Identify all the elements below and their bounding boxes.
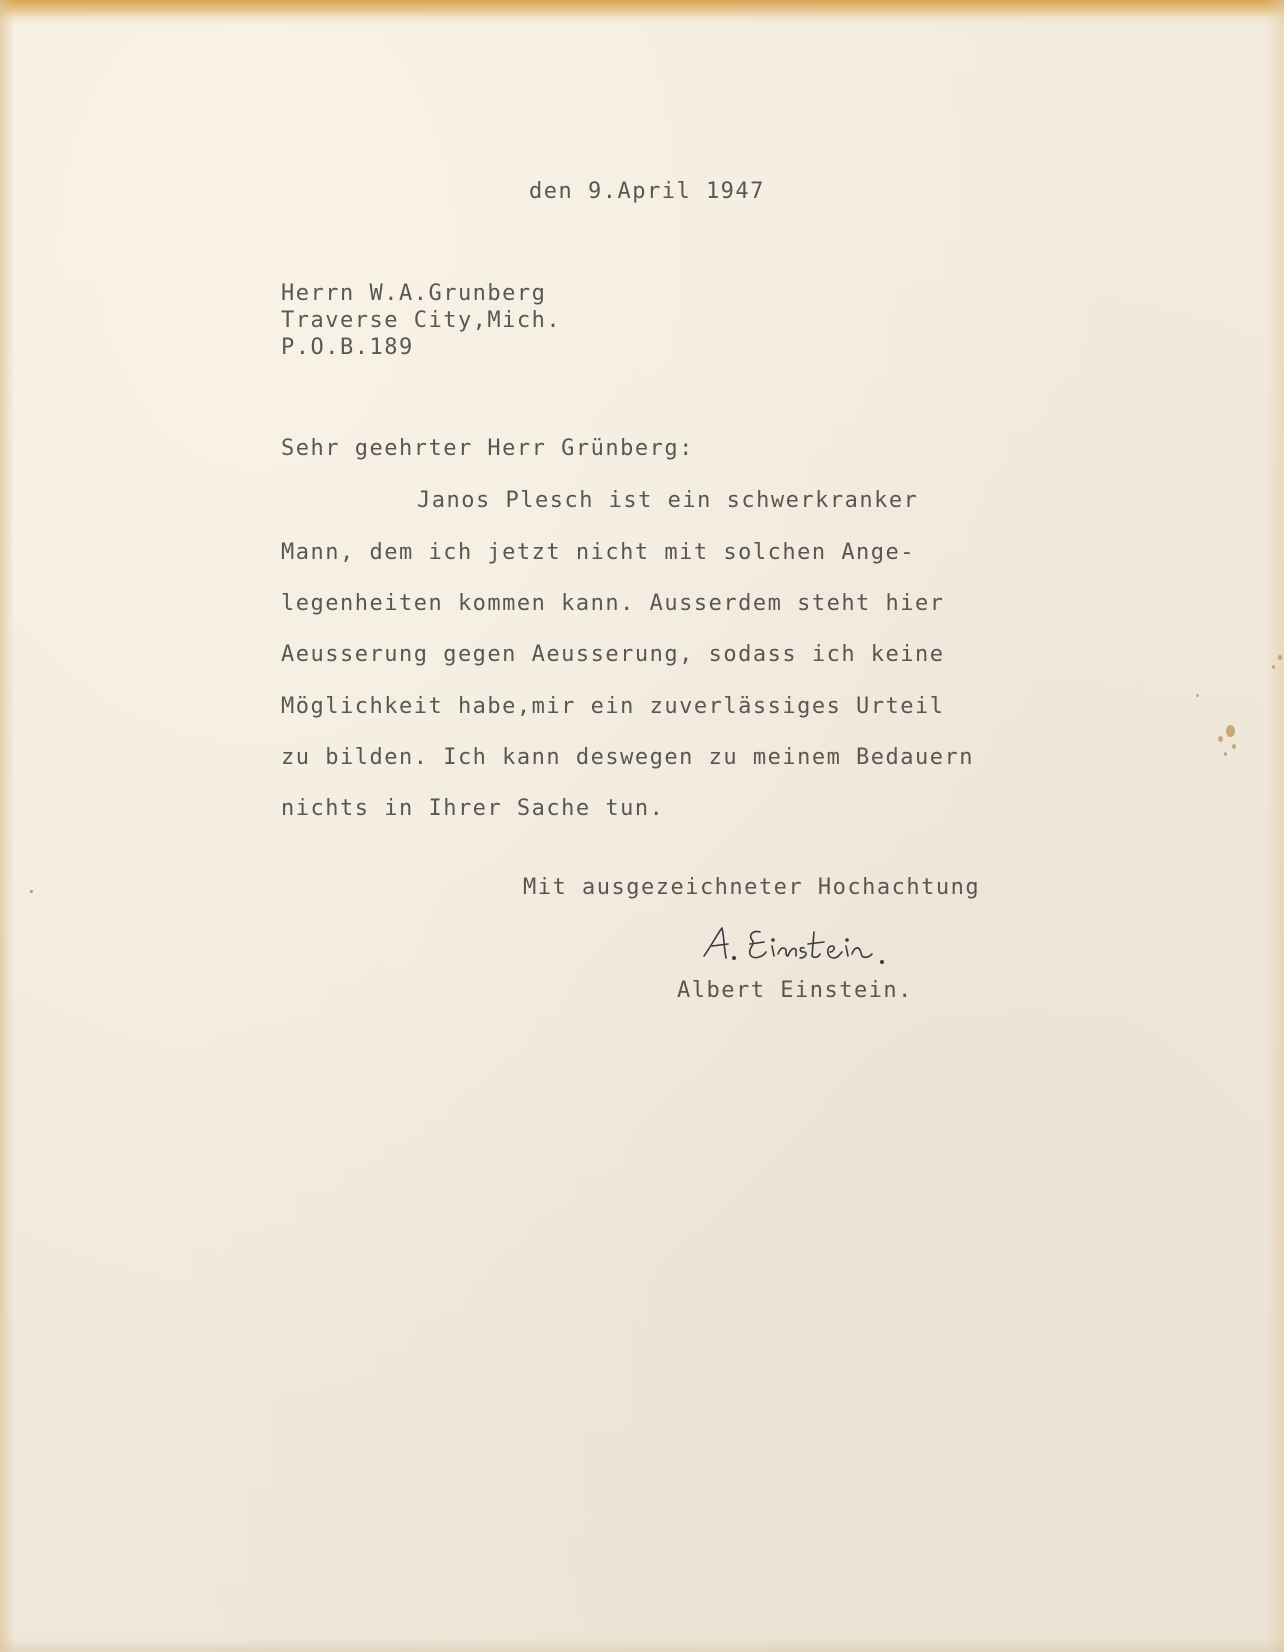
- body-line: legenheiten kommen kann. Ausserdem steht hier: [281, 591, 945, 616]
- recipient-city: Traverse City,Mich.: [281, 308, 562, 333]
- body-line: Aeusserung gegen Aeusserung, sodass ich keine: [281, 642, 945, 667]
- foxing-spot: [1226, 725, 1235, 737]
- bottom-edge-tone: [0, 1638, 1284, 1652]
- foxing-spot: [1232, 744, 1236, 749]
- salutation: Sehr geehrter Herr Grünberg:: [281, 436, 694, 461]
- foxing-spot: [1196, 694, 1199, 697]
- left-edge-tone: [0, 0, 14, 1652]
- foxing-spot: [30, 890, 33, 893]
- recipient-name: Herrn W.A.Grunberg: [281, 281, 547, 306]
- letter-date: den 9.April 1947: [529, 179, 765, 204]
- top-edge-stain: [0, 0, 1284, 26]
- body-line: Janos Plesch ist ein schwerkranker: [417, 488, 919, 513]
- foxing-spot: [1272, 665, 1275, 669]
- closing-line: Mit ausgezeichneter Hochachtung: [523, 875, 981, 900]
- body-line: nichts in Ihrer Sache tun.: [281, 796, 665, 821]
- foxing-spot: [1278, 655, 1282, 660]
- body-line: Mann, dem ich jetzt nicht mit solchen Ange-: [281, 540, 916, 565]
- body-line: zu bilden. Ich kann deswegen zu meinem Bedauern: [281, 745, 975, 770]
- body-line: Möglichkeit habe,mir ein zuverlässiges Urteil: [281, 694, 945, 719]
- right-edge-tone: [1266, 0, 1284, 1652]
- recipient-po-box: P.O.B.189: [281, 335, 414, 360]
- foxing-spot: [1218, 736, 1223, 742]
- handwritten-signature: [700, 918, 940, 978]
- typed-signature-name: Albert Einstein.: [677, 978, 913, 1003]
- foxing-spot: [1224, 752, 1227, 756]
